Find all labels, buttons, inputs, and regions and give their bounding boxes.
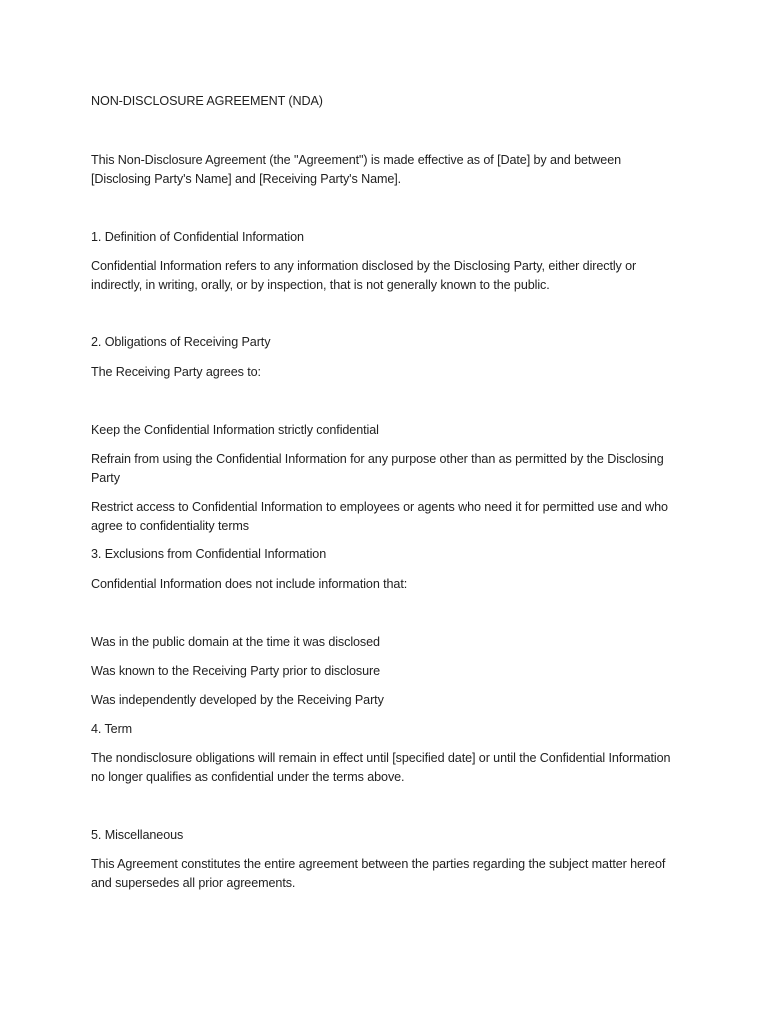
section-heading-obligations: 2. Obligations of Receiving Party: [91, 335, 271, 349]
list-item: Refrain from using the Confidential Information for any purpose other than as permitted by the Disclosing Party: [91, 452, 664, 485]
list-item: Restrict access to Confidential Information to employees or agents who need it for permitted use and who agree to confidentiality terms: [91, 500, 668, 533]
intro-paragraph: This Non-Disclosure Agreement (the "Agreement") is made effective as of [Date] by and between [Disclosing Party's Name] and [Receiving Party's Name].: [91, 153, 622, 186]
list-item: Was in the public domain at the time it was disclosed: [91, 635, 380, 649]
document-title: NON-DISCLOSURE AGREEMENT (NDA): [91, 94, 323, 108]
section-body-miscellaneous: This Agreement constitutes the entire agreement between the parties regarding the subject matter hereof and supersedes all prior agreements.: [91, 857, 666, 890]
list-item: Was known to the Receiving Party prior to disclosure: [91, 664, 381, 678]
section-body-definition: Confidential Information refers to any information disclosed by the Disclosing Party, either directly or indirectly, in writing, orally, or by inspection, that is not generally known to the public.: [91, 259, 637, 292]
list-item: Keep the Confidential Information strictly confidential: [91, 423, 379, 437]
list-item: Was independently developed by the Receiving Party: [91, 693, 384, 707]
section-heading-term: 4. Term: [91, 722, 133, 736]
section-heading-miscellaneous: 5. Miscellaneous: [91, 828, 184, 842]
section-body-term: The nondisclosure obligations will remain in effect until [specified date] or until the Confidential Information no longer qualifies as confidential under the terms above.: [91, 751, 671, 784]
section-heading-exclusions: 3. Exclusions from Confidential Information: [91, 547, 327, 561]
section-body-obligations: The Receiving Party agrees to:: [91, 365, 261, 379]
section-heading-definition: 1. Definition of Confidential Information: [91, 230, 304, 244]
section-body-exclusions: Confidential Information does not include information that:: [91, 577, 408, 591]
